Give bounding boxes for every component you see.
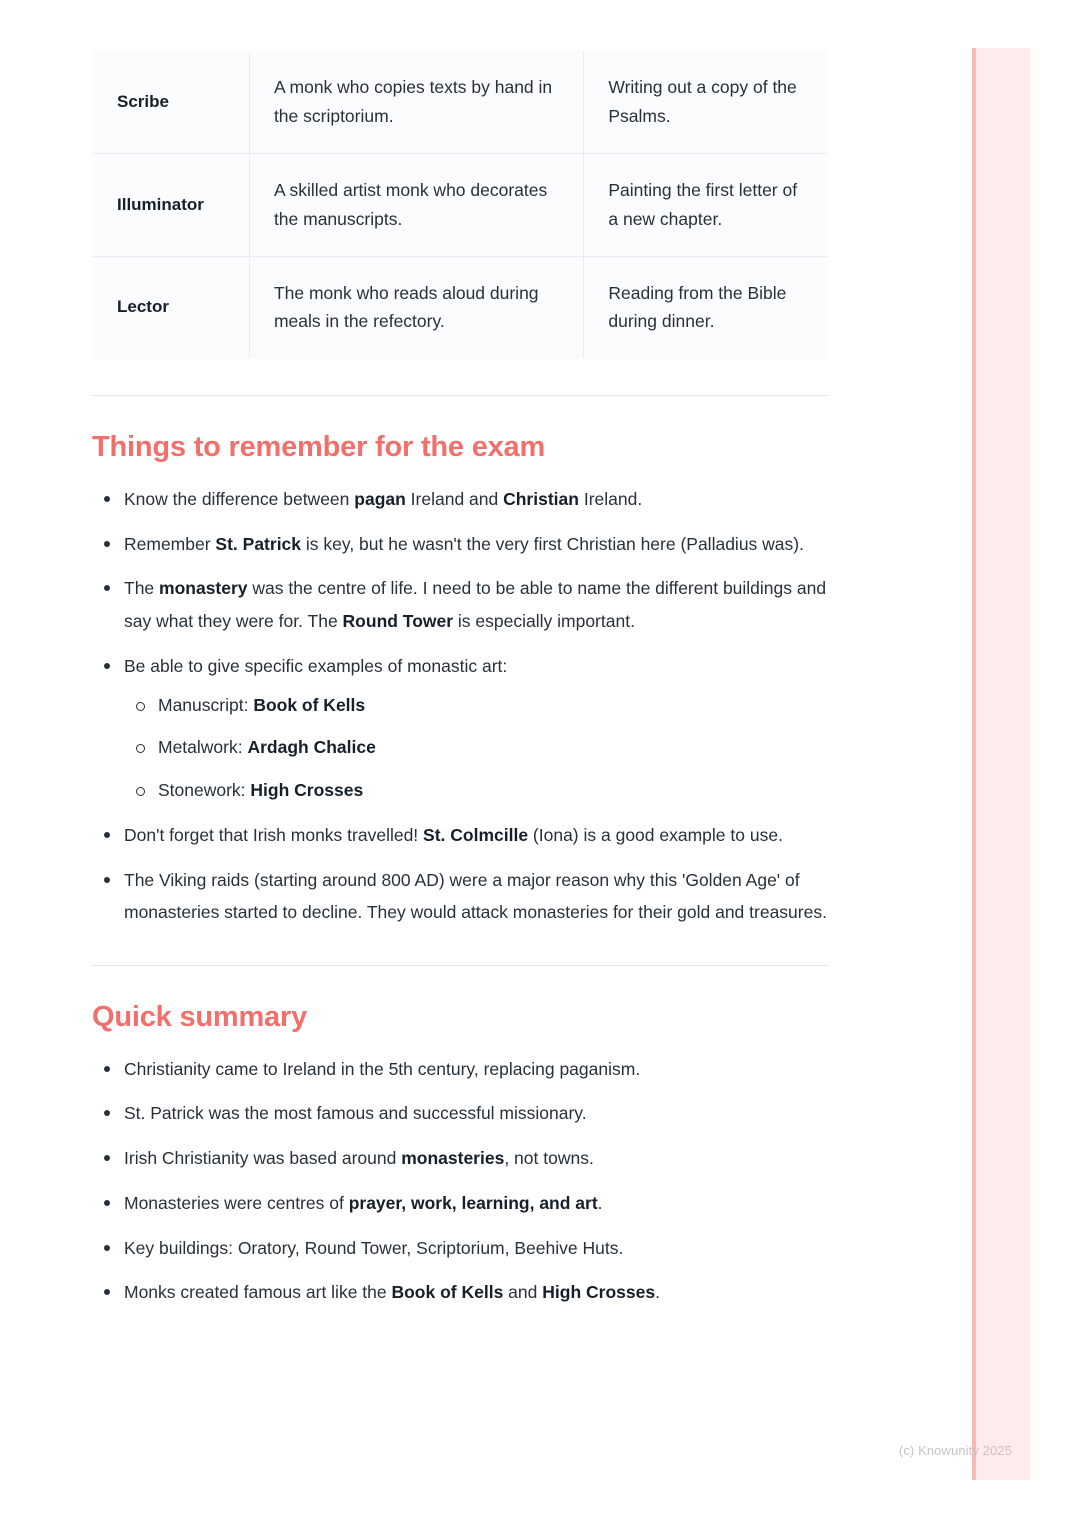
list-item [124, 774, 828, 807]
section-divider [92, 395, 828, 396]
list-item-text: Be able to give specific examples of monastic art: [124, 655, 508, 676]
role-example: Writing out a copy of the Psalms. [584, 51, 828, 154]
table-row [93, 51, 828, 154]
document-page [92, 0, 828, 1321]
role-example: Painting the first letter of a new chapter. [584, 153, 828, 256]
list-item [92, 1232, 828, 1265]
list-item [92, 528, 828, 561]
role-definition: The monk who reads aloud during meals in the refectory. [249, 256, 583, 359]
list-item-text: Manuscript: Book of Kells [158, 694, 366, 715]
list-item [92, 864, 828, 929]
list-item-text: Monasteries were centres of prayer, work, learning, and art. [124, 1192, 603, 1213]
section-divider [92, 965, 828, 966]
list-item-text: The Viking raids (starting around 800 AD) were a major reason why this 'Golden Age' of monasteries started to decline. They would attack monasteries for their gold and treasures. [124, 869, 827, 923]
page-edge-band [974, 48, 1030, 1480]
table-row [93, 256, 828, 359]
role-definition: A monk who copies texts by hand in the scriptorium. [249, 51, 583, 154]
table-body [93, 51, 828, 359]
list-item-text: Irish Christianity was based around monasteries, not towns. [124, 1148, 594, 1169]
list-item [124, 731, 828, 764]
list-item [92, 819, 828, 852]
list-item-text: Remember St. Patrick is key, but he wasn't the very first Christian here (Palladius was). [124, 533, 804, 554]
list-item-text: The monastery was the centre of life. I need to be able to name the different buildings and say what they were for. The Round Tower is especially important. [124, 578, 827, 632]
list-item [92, 1142, 828, 1175]
role-term: Scribe [93, 51, 250, 154]
list-item [92, 1187, 828, 1220]
role-term: Lector [93, 256, 250, 359]
table-row [93, 153, 828, 256]
list-item-text: Christianity came to Ireland in the 5th century, replacing paganism. [124, 1058, 641, 1079]
list-item [92, 1097, 828, 1130]
list-item [92, 572, 828, 637]
list-item [92, 1053, 828, 1086]
list-item-text: St. Patrick was the most famous and successful missionary. [124, 1103, 587, 1124]
art-examples-list [124, 689, 828, 807]
list-item [92, 650, 828, 807]
exam-section-heading: Things to remember for the exam [92, 431, 546, 464]
role-term: Illuminator [93, 153, 250, 256]
list-item-text: Metalwork: Ardagh Chalice [158, 737, 376, 758]
list-item-text: Key buildings: Oratory, Round Tower, Scriptorium, Beehive Huts. [124, 1237, 624, 1258]
summary-points-list [92, 1053, 828, 1309]
page-edge-accent-line [972, 48, 976, 1480]
monastic-roles-table [92, 50, 828, 359]
list-item-text: Stonework: High Crosses [158, 780, 364, 801]
list-item-text: Know the difference between pagan Ireland and Christian Ireland. [124, 489, 643, 510]
exam-points-list [92, 483, 828, 929]
list-item-text: Don't forget that Irish monks travelled! St. Colmcille (Iona) is a good example to use. [124, 824, 783, 845]
summary-section-heading: Quick summary [92, 1000, 307, 1033]
list-item-text: Monks created famous art like the Book of Kells and High Crosses. [124, 1282, 660, 1303]
list-item [92, 1276, 828, 1309]
role-example: Reading from the Bible during dinner. [584, 256, 828, 359]
list-item [92, 483, 828, 516]
list-item [124, 689, 828, 722]
role-definition: A skilled artist monk who decorates the manuscripts. [249, 153, 583, 256]
copyright-watermark: (c) Knowunity 2025 [898, 1443, 1012, 1458]
